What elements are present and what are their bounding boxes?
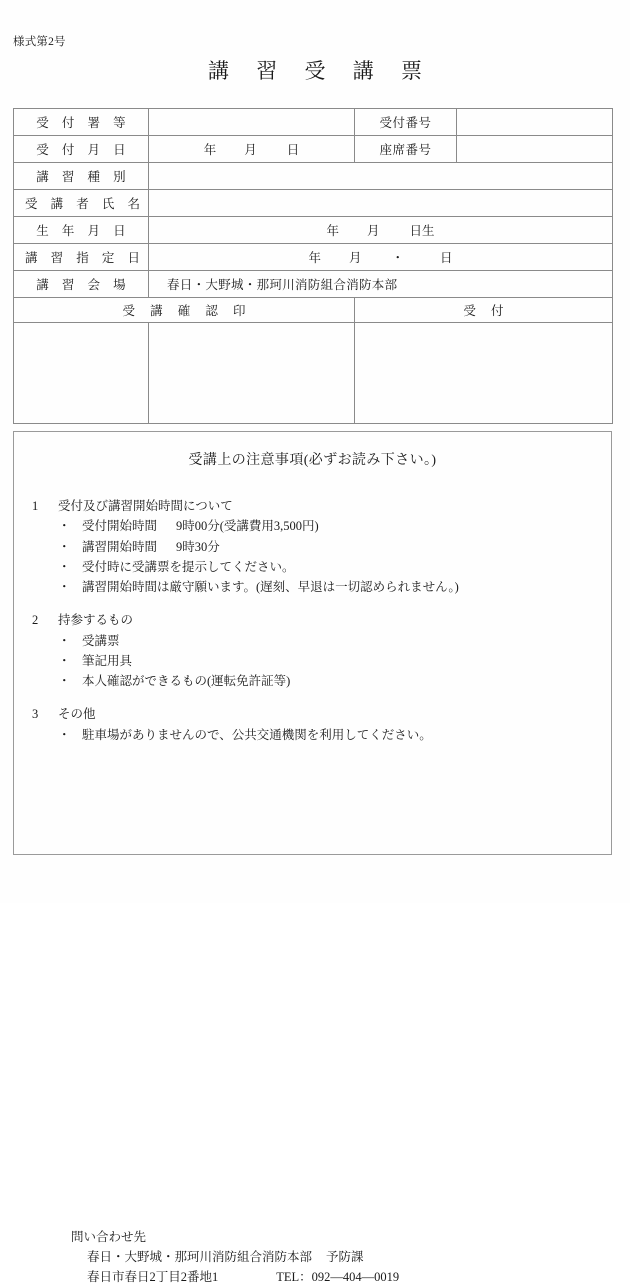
bullet-icon: ・ [58, 674, 71, 688]
notice-group-3-number: 3 [32, 707, 39, 722]
field-venue: 春日・大野城・那珂川消防組合消防本部 [149, 271, 613, 298]
reception-stamp-box[interactable] [355, 323, 613, 424]
date-month-marker: 月 [244, 143, 257, 157]
stamp-box-2[interactable] [149, 323, 355, 424]
label-designated-date: 講 習 指 定 日 [14, 244, 149, 271]
reception-form-table [13, 108, 613, 424]
contact-address: 春日市春日2丁目2番地1 [87, 1270, 219, 1284]
designated-dot-marker: ・ [391, 251, 405, 265]
notice-group-2-number: 2 [32, 613, 39, 628]
page-title: 講 習 受 講 票 [208, 59, 433, 83]
form-number: 様式第2号 [13, 36, 66, 48]
contact-tel: TEL：092―404―0019 [276, 1270, 400, 1284]
notice-panel [13, 431, 612, 1284]
notice-group-2-heading-text: 持参するもの [58, 613, 134, 628]
notice-group-1-heading [32, 496, 611, 516]
date-day-marker: 日 [286, 143, 300, 157]
designated-year-marker: 年 [308, 251, 321, 265]
table-row-course-type [14, 163, 613, 190]
field-course-type[interactable] [149, 163, 613, 190]
notice-body [14, 496, 611, 745]
stamp-box-1[interactable] [14, 323, 149, 424]
notice-item-text: 筆記用具 [82, 653, 133, 668]
list-item [32, 577, 611, 597]
notice-item-text: 9時00分(受講費用3,500円) [176, 519, 319, 534]
notice-group-2-heading [32, 610, 611, 630]
list-item [32, 651, 611, 671]
label-reception-office: 受 付 署 等 [14, 109, 149, 136]
contact-heading: 問い合わせ先 [71, 1230, 147, 1244]
list-item [32, 671, 611, 691]
contact-department: 予防課 [326, 1250, 364, 1264]
notice-item-text: 本人確認ができるもの(運転免許証等) [82, 674, 291, 688]
header-attendance-stamp: 受 講 確 認 印 [14, 298, 355, 323]
bullet-icon: ・ [58, 580, 71, 594]
bullet-icon: ・ [58, 633, 71, 648]
list-item [32, 516, 611, 536]
label-course-type: 講 習 種 別 [14, 163, 149, 190]
label-participant-name: 受 講 者 氏 名 [14, 190, 149, 217]
bullet-icon: ・ [58, 559, 71, 574]
list-item [32, 557, 611, 577]
notice-item-term: 受付開始時間 [82, 519, 158, 534]
notice-item-text: 駐車場がありませんので、公共交通機関を利用してください。 [82, 727, 432, 742]
notice-item-text: 9時30分 [176, 539, 220, 554]
contact-organization-line [71, 1247, 399, 1267]
table-row-participant-name [14, 190, 613, 217]
notice-item-term: 講習開始時間 [82, 539, 158, 554]
designated-day-marker: 日 [440, 251, 453, 265]
field-participant-name[interactable] [149, 190, 613, 217]
bullet-icon: ・ [58, 519, 71, 534]
bullet-icon: ・ [58, 727, 71, 742]
notice-group-3-heading [32, 704, 611, 724]
notice-item-text: 受講票 [82, 633, 120, 648]
label-reception-date: 受 付 月 日 [14, 136, 149, 163]
bullet-icon: ・ [58, 539, 71, 554]
label-birth-date: 生 年 月 日 [14, 217, 149, 244]
notice-group-3 [32, 704, 611, 745]
table-row-stamp-boxes [14, 323, 613, 424]
header-reception: 受 付 [355, 298, 613, 323]
notice-title: 受講上の注意事項(必ずお読み下さい。) [188, 453, 437, 468]
table-row-venue [14, 271, 613, 298]
birth-day-marker: 日生 [409, 224, 435, 238]
contact-address-line [71, 1267, 399, 1287]
bullet-icon: ・ [58, 653, 71, 668]
table-row-reception-office [14, 109, 613, 136]
field-designated-date[interactable] [149, 244, 613, 271]
label-seat-number: 座席番号 [355, 136, 457, 163]
list-item [32, 537, 611, 557]
date-year-marker: 年 [203, 143, 217, 157]
birth-year-marker: 年 [326, 224, 339, 238]
list-item [32, 725, 611, 745]
table-row-confirmation-headers [14, 298, 613, 323]
label-venue: 講 習 会 場 [14, 271, 149, 298]
notice-item-text: 講習開始時間は厳守願います。(遅刻、早退は一切認められません。) [82, 580, 459, 594]
contact-organization: 春日・大野城・那珂川消防組合消防本部 [87, 1250, 313, 1264]
table-row-reception-date [14, 136, 613, 163]
field-reception-date[interactable] [149, 136, 355, 163]
designated-month-marker: 月 [348, 251, 362, 265]
notice-group-1-heading-text: 受付及び講習開始時間について [58, 499, 233, 513]
notice-group-1 [32, 496, 611, 597]
notice-group-1-number: 1 [32, 499, 39, 513]
notice-item-text: 受付時に受講票を提示してください。 [82, 559, 295, 574]
table-row-designated-date [14, 244, 613, 271]
field-reception-number[interactable] [457, 109, 613, 136]
field-seat-number[interactable] [457, 136, 613, 163]
field-birth-date[interactable] [149, 217, 613, 244]
birth-month-marker: 月 [366, 224, 380, 238]
list-item [32, 631, 611, 651]
notice-group-3-heading-text: その他 [58, 707, 96, 722]
field-reception-office[interactable] [149, 109, 355, 136]
table-row-birth-date [14, 217, 613, 244]
notice-group-2 [32, 610, 611, 691]
contact-block [71, 1227, 399, 1287]
label-reception-number: 受付番号 [355, 109, 457, 136]
